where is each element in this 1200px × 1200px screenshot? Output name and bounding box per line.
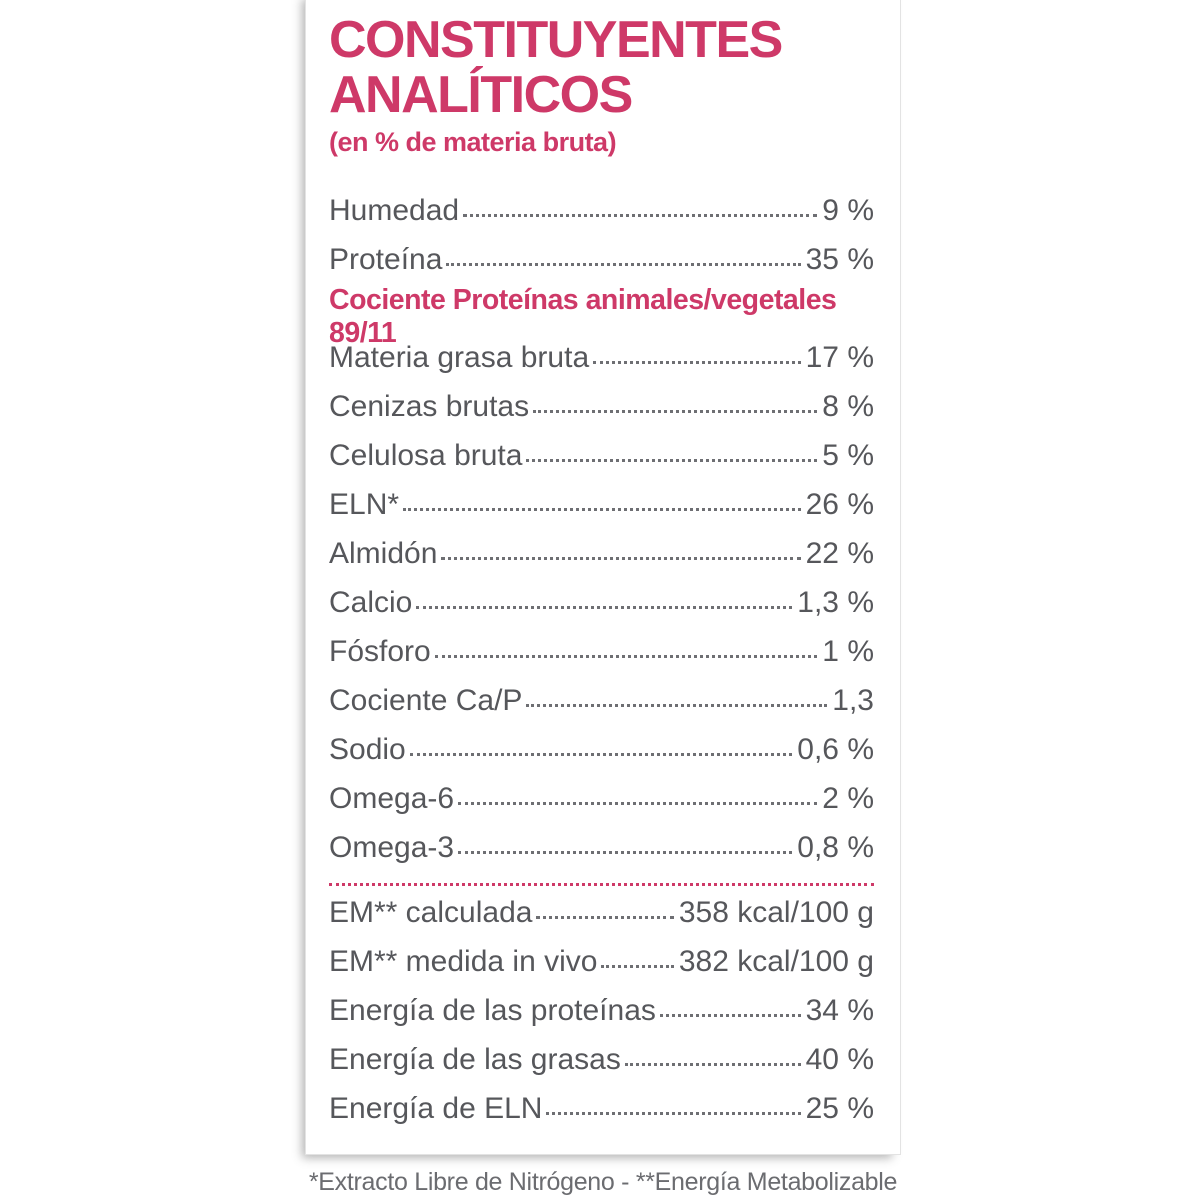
dotted-leader xyxy=(458,802,817,805)
nutrient-value: 1 % xyxy=(822,635,874,668)
nutrient-row xyxy=(329,578,874,627)
nutrient-value: 8 % xyxy=(822,390,874,423)
nutrient-row xyxy=(329,1035,874,1084)
nutrient-row xyxy=(329,431,874,480)
nutrient-value: 2 % xyxy=(822,782,874,815)
dotted-leader xyxy=(601,965,673,968)
nutrient-value: 35 % xyxy=(805,243,874,276)
dotted-leader xyxy=(435,655,818,658)
analytical-constituents-panel xyxy=(305,0,901,1155)
dotted-leader xyxy=(533,410,817,413)
nutrient-row xyxy=(329,1084,874,1133)
nutrient-value: 26 % xyxy=(805,488,874,521)
dotted-leader xyxy=(416,606,792,609)
nutrient-row xyxy=(329,774,874,823)
nutrient-label: Fósforo xyxy=(329,635,431,668)
nutrient-row xyxy=(329,382,874,431)
nutrient-row xyxy=(329,186,874,235)
nutrient-value: 40 % xyxy=(805,1043,874,1076)
nutrient-value: 25 % xyxy=(805,1092,874,1125)
footnote: *Extracto Libre de Nitrógeno - **Energía Metabolizable xyxy=(308,1168,898,1196)
nutrient-row xyxy=(329,627,874,676)
nutrient-label: EM** medida in vivo xyxy=(329,945,598,978)
nutrient-row xyxy=(329,333,874,382)
nutrient-label: EM** calculada xyxy=(329,896,533,929)
dotted-leader xyxy=(526,459,817,462)
nutrient-value: 0,8 % xyxy=(797,831,874,864)
nutrient-label: Materia grasa bruta xyxy=(329,341,590,374)
panel-title-line2: ANALÍTICOS xyxy=(329,66,632,124)
ratio-highlight-row: Cociente Proteínas animales/vegetales 89/11 xyxy=(329,284,837,349)
nutrient-label: Energía de las proteínas xyxy=(329,994,656,1027)
nutrient-label: Energía de ELN xyxy=(329,1092,543,1125)
nutrient-label: Humedad xyxy=(329,194,460,227)
section-divider xyxy=(329,883,874,886)
dotted-leader xyxy=(546,1112,800,1115)
dotted-leader xyxy=(660,1014,801,1017)
nutrient-row xyxy=(329,888,874,937)
nutrient-value: 9 % xyxy=(822,194,874,227)
nutrient-label: Sodio xyxy=(329,733,406,766)
nutrient-label: Cociente Ca/P xyxy=(329,684,523,717)
nutrient-label: Calcio xyxy=(329,586,413,619)
nutrient-row xyxy=(329,986,874,1035)
nutrient-value: 5 % xyxy=(822,439,874,472)
panel-subtitle: (en % de materia bruta) xyxy=(329,127,617,157)
nutrient-value: 1,3 xyxy=(832,684,874,717)
nutrient-list-energy xyxy=(329,888,874,1133)
nutrient-label: Celulosa bruta xyxy=(329,439,523,472)
dotted-leader xyxy=(410,753,793,756)
dotted-leader xyxy=(625,1063,801,1066)
nutrient-value: 0,6 % xyxy=(797,733,874,766)
nutrient-value: 358 kcal/100 g xyxy=(678,896,874,929)
dotted-leader xyxy=(403,508,801,511)
nutrient-label: Cenizas brutas xyxy=(329,390,530,423)
dotted-leader xyxy=(463,214,817,217)
nutrient-row xyxy=(329,676,874,725)
nutrient-label: Energía de las grasas xyxy=(329,1043,621,1076)
nutrient-label: Omega-3 xyxy=(329,831,455,864)
nutrient-row xyxy=(329,937,874,986)
panel-title-line1: CONSTITUYENTES xyxy=(329,11,782,69)
dotted-leader xyxy=(441,557,800,560)
nutrient-label: Proteína xyxy=(329,243,443,276)
dotted-leader xyxy=(526,704,827,707)
nutrient-label: Omega-6 xyxy=(329,782,455,815)
nutrient-row xyxy=(329,235,874,284)
nutrient-value: 382 kcal/100 g xyxy=(678,945,874,978)
panel-title xyxy=(329,13,874,123)
nutrient-list-main xyxy=(329,186,874,872)
nutrient-row xyxy=(329,529,874,578)
nutrient-row xyxy=(329,823,874,872)
nutrient-value: 1,3 % xyxy=(797,586,874,619)
nutrient-value: 17 % xyxy=(805,341,874,374)
nutrient-row xyxy=(329,480,874,529)
dotted-leader xyxy=(458,851,792,854)
dotted-leader xyxy=(446,263,800,266)
nutrient-value: 34 % xyxy=(805,994,874,1027)
nutrient-value: 22 % xyxy=(805,537,874,570)
dotted-leader xyxy=(536,916,673,919)
nutrient-label: ELN* xyxy=(329,488,400,521)
nutrient-label: Almidón xyxy=(329,537,438,570)
nutrient-row xyxy=(329,725,874,774)
dotted-leader xyxy=(593,361,800,364)
